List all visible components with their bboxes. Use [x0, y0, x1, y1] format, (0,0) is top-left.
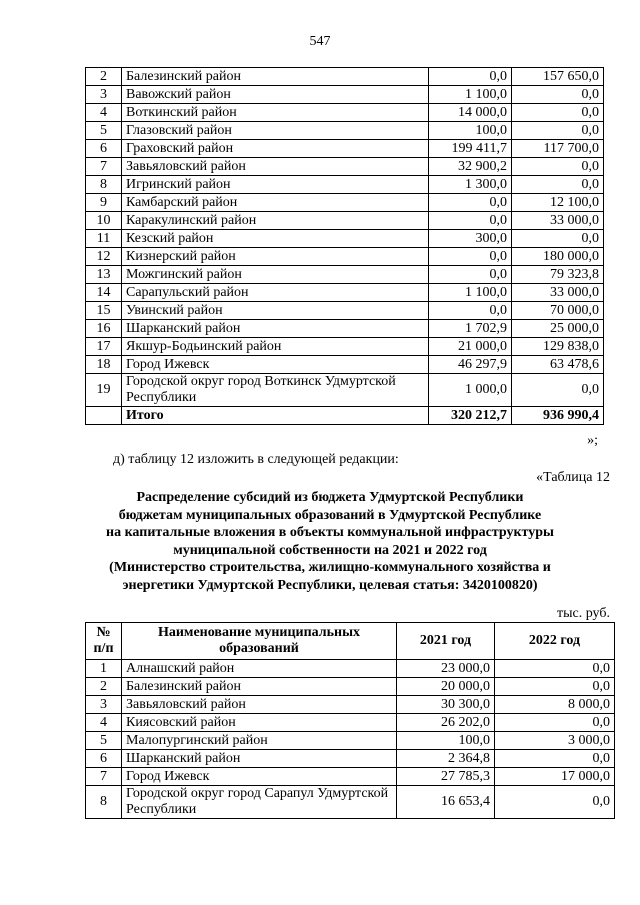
closing-quote: »; — [587, 433, 598, 448]
value-col-1: 0,0 — [429, 248, 512, 266]
value-col-2: 33 000,0 — [512, 284, 604, 302]
value-col-1: 100,0 — [429, 122, 512, 140]
value-2022: 8 000,0 — [495, 696, 615, 714]
value-2022: 0,0 — [495, 678, 615, 696]
value-col-1: 1 702,9 — [429, 320, 512, 338]
value-col-1: 0,0 — [429, 68, 512, 86]
table-row — [86, 194, 604, 212]
table-row — [86, 302, 604, 320]
value-2022: 0,0 — [495, 660, 615, 678]
table-title — [60, 489, 600, 594]
title-line: Распределение субсидий из бюджета Удмуртской Республики — [136, 490, 524, 505]
row-number: 5 — [86, 732, 122, 750]
municipality-name: Игринский район — [122, 176, 429, 194]
row-number: 6 — [86, 140, 122, 158]
municipality-name: Алнашский район — [122, 660, 397, 678]
value-2022: 3 000,0 — [495, 732, 615, 750]
value-2021: 27 785,3 — [397, 768, 495, 786]
municipality-name: Завьяловский район — [122, 158, 429, 176]
municipality-name: Малопургинский район — [122, 732, 397, 750]
value-col-2: 0,0 — [512, 230, 604, 248]
value-col-2: 12 100,0 — [512, 194, 604, 212]
value-2021: 26 202,0 — [397, 714, 495, 732]
table-row — [86, 338, 604, 356]
row-number: 10 — [86, 212, 122, 230]
municipality-name: Каракулинский район — [122, 212, 429, 230]
header-2022: 2022 год — [495, 623, 615, 660]
table-row — [86, 176, 604, 194]
table-row — [86, 732, 615, 750]
row-number: 6 — [86, 750, 122, 768]
municipality-name: Вавожский район — [122, 86, 429, 104]
value-col-2: 70 000,0 — [512, 302, 604, 320]
header-number: № п/п — [86, 623, 122, 660]
value-col-2: 63 478,6 — [512, 356, 604, 374]
row-number: 12 — [86, 248, 122, 266]
row-number: 2 — [86, 68, 122, 86]
municipality-name: Балезинский район — [122, 678, 397, 696]
subsidy-table-12 — [85, 622, 615, 819]
row-number: 2 — [86, 678, 122, 696]
table-row — [86, 140, 604, 158]
municipality-name: Кизнерский район — [122, 248, 429, 266]
municipality-name: Воткинский район — [122, 104, 429, 122]
table-row — [86, 122, 604, 140]
row-number: 14 — [86, 284, 122, 302]
municipality-name: Можгинский район — [122, 266, 429, 284]
municipality-name: Шарканский район — [122, 320, 429, 338]
row-number: 8 — [86, 176, 122, 194]
title-line: бюджетам муниципальных образований в Удмуртской Республике — [118, 507, 542, 523]
value-col-2: 0,0 — [512, 104, 604, 122]
row-number: 18 — [86, 356, 122, 374]
row-number: 9 — [86, 194, 122, 212]
subsidy-table-continued — [85, 67, 604, 425]
municipality-name: Глазовский район — [122, 122, 429, 140]
table-row — [86, 750, 615, 768]
value-col-1: 0,0 — [429, 212, 512, 230]
row-number: 17 — [86, 338, 122, 356]
municipality-name: Сарапульский район — [122, 284, 429, 302]
value-col-2: 79 323,8 — [512, 266, 604, 284]
municipality-name: Город Ижевск — [122, 356, 429, 374]
value-col-1: 1 100,0 — [429, 284, 512, 302]
value-col-1: 0,0 — [429, 302, 512, 320]
table-row — [86, 786, 615, 819]
value-2021: 20 000,0 — [397, 678, 495, 696]
table-header-row — [86, 623, 615, 660]
value-col-2: 0,0 — [512, 86, 604, 104]
title-line: энергетики Удмуртской Республики, целевая статья: 3420100820) — [122, 577, 538, 593]
table-row — [86, 714, 615, 732]
municipality-name: Якшур-Бодьинский район — [122, 338, 429, 356]
table-row — [86, 230, 604, 248]
value-col-1: 1 100,0 — [429, 86, 512, 104]
value-col-2: 0,0 — [512, 158, 604, 176]
value-col-2: 129 838,0 — [512, 338, 604, 356]
municipality-name: Балезинский район — [122, 68, 429, 86]
row-number: 13 — [86, 266, 122, 284]
row-number: 1 — [86, 660, 122, 678]
municipality-name: Увинский район — [122, 302, 429, 320]
table-row — [86, 86, 604, 104]
value-col-2: 0,0 — [512, 122, 604, 140]
value-col-1: 46 297,9 — [429, 356, 512, 374]
table-row — [86, 104, 604, 122]
value-2021: 30 300,0 — [397, 696, 495, 714]
table-row — [86, 356, 604, 374]
value-2022: 0,0 — [495, 786, 615, 819]
row-number: 4 — [86, 714, 122, 732]
header-name: Наименование муниципальных образований — [122, 623, 397, 660]
value-2021: 23 000,0 — [397, 660, 495, 678]
value-2022: 0,0 — [495, 714, 615, 732]
value-col-1: 1 000,0 — [429, 374, 512, 407]
table-row — [86, 320, 604, 338]
table-row — [86, 678, 615, 696]
value-col-1: 32 900,2 — [429, 158, 512, 176]
row-number: 11 — [86, 230, 122, 248]
title-line: (Министерство строительства, жилищно-коммунального хозяйства и — [109, 560, 551, 575]
table-row — [86, 284, 604, 302]
table-row — [86, 158, 604, 176]
table-row — [86, 266, 604, 284]
table-row — [86, 248, 604, 266]
title-line: муниципальной собственности на 2021 и 2022 год — [173, 542, 487, 558]
value-col-1: 199 411,7 — [429, 140, 512, 158]
value-col-2: 33 000,0 — [512, 212, 604, 230]
row-number: 8 — [86, 786, 122, 819]
municipality-name: Город Ижевск — [122, 768, 397, 786]
table-row — [86, 212, 604, 230]
table-label: «Таблица 12 — [536, 470, 610, 485]
total-label: Итого — [122, 407, 429, 425]
row-number: 7 — [86, 768, 122, 786]
municipality-name: Граховский район — [122, 140, 429, 158]
value-col-1: 14 000,0 — [429, 104, 512, 122]
municipality-name: Кезский район — [122, 230, 429, 248]
value-2022: 17 000,0 — [495, 768, 615, 786]
table-row — [86, 768, 615, 786]
empty-cell — [86, 407, 122, 425]
municipality-name: Камбарский район — [122, 194, 429, 212]
value-col-1: 1 300,0 — [429, 176, 512, 194]
title-line: на капитальные вложения в объекты коммунальной инфраструктуры — [106, 525, 554, 540]
table-row — [86, 696, 615, 714]
header-2021: 2021 год — [397, 623, 495, 660]
row-number: 3 — [86, 86, 122, 104]
page-number: 547 — [309, 34, 331, 49]
value-2021: 16 653,4 — [397, 786, 495, 819]
instruction-text: д) таблицу 12 изложить в следующей редакции: — [113, 452, 399, 467]
value-2021: 2 364,8 — [397, 750, 495, 768]
value-col-1: 0,0 — [429, 194, 512, 212]
value-col-1: 21 000,0 — [429, 338, 512, 356]
table-row — [86, 374, 604, 407]
value-2021: 100,0 — [397, 732, 495, 750]
value-2022: 0,0 — [495, 750, 615, 768]
value-col-2: 180 000,0 — [512, 248, 604, 266]
value-col-2: 0,0 — [512, 176, 604, 194]
row-number: 7 — [86, 158, 122, 176]
row-number: 3 — [86, 696, 122, 714]
row-number: 15 — [86, 302, 122, 320]
row-number: 19 — [86, 374, 122, 407]
value-col-2: 117 700,0 — [512, 140, 604, 158]
municipality-name: Завьяловский район — [122, 696, 397, 714]
value-col-2: 25 000,0 — [512, 320, 604, 338]
row-number: 16 — [86, 320, 122, 338]
value-col-1: 0,0 — [429, 266, 512, 284]
municipality-name: Городской округ город Сарапул Удмуртской Республики — [122, 786, 397, 819]
units-label: тыс. руб. — [557, 606, 610, 621]
municipality-name: Киясовский район — [122, 714, 397, 732]
total-value-1: 320 212,7 — [429, 407, 512, 425]
value-col-1: 300,0 — [429, 230, 512, 248]
table-row — [86, 68, 604, 86]
municipality-name: Городской округ город Воткинск Удмуртской Республики — [122, 374, 429, 407]
row-number: 4 — [86, 104, 122, 122]
value-col-2: 0,0 — [512, 374, 604, 407]
value-col-2: 157 650,0 — [512, 68, 604, 86]
row-number: 5 — [86, 122, 122, 140]
total-value-2: 936 990,4 — [512, 407, 604, 425]
table-row — [86, 660, 615, 678]
total-row — [86, 407, 604, 425]
municipality-name: Шарканский район — [122, 750, 397, 768]
